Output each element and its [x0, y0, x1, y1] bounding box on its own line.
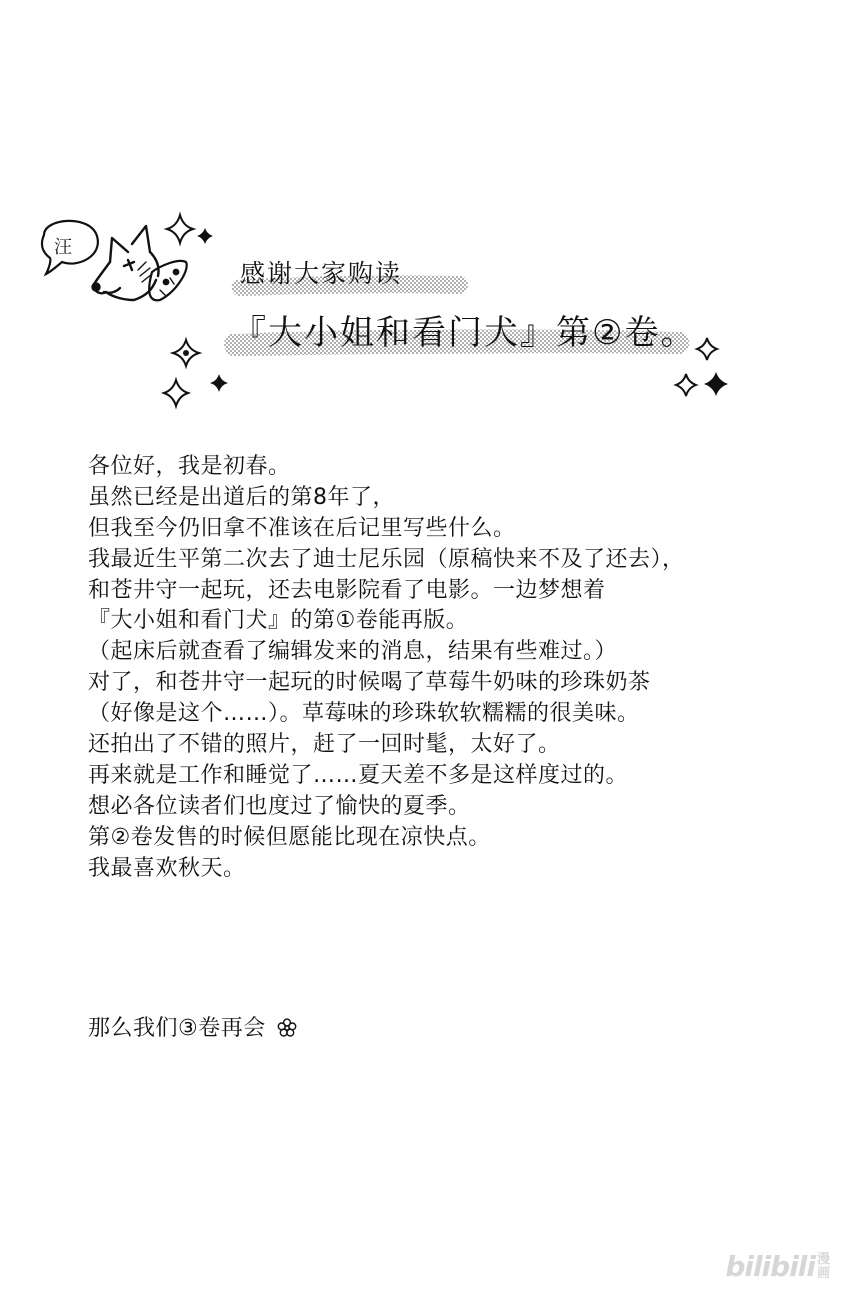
title-line-2: 『大小姐和看门犬』第②卷。 [232, 313, 697, 353]
sparkle-icon [173, 340, 199, 366]
body-line: 各位好，我是初春。 [88, 454, 291, 479]
sparkle-icon [210, 374, 228, 392]
watermark-brand: bilibili [725, 1250, 815, 1283]
body-line: 第②卷发售的时候但愿能比现在凉快点。 [88, 824, 491, 850]
sparkle-icon [197, 228, 213, 244]
body-line: （起床后就查看了编辑发来的消息，结果有些难过。） [88, 639, 618, 665]
body-line: 对了，和苍井守一起玩的时候喝了草莓牛奶味的珍珠奶茶 [88, 670, 651, 696]
body-line: （好像是这个……）。草莓味的珍珠软软糯糯的很美味。 [88, 701, 640, 727]
body-line: 但我至今仍旧拿不准该在后记里写些什么。 [88, 515, 516, 541]
bilibili-watermark [725, 1250, 830, 1283]
body-line: 『大小姐和看门犬』的第①卷能再版。 [88, 608, 469, 634]
closing-line [88, 1013, 297, 1044]
afterword-body [88, 452, 808, 884]
closing-text: 那么我们③卷再会 [88, 1016, 266, 1041]
body-line: 想必各位读者们也度过了愉快的夏季。 [88, 793, 471, 819]
sparkle-icon [167, 215, 193, 243]
watermark-sub [817, 1253, 830, 1281]
watermark-sub-top: 漫 [816, 1251, 830, 1267]
body-line: 还拍出了不错的照片，赶了一回时髦，太好了。 [88, 732, 561, 758]
body-line: 再来就是工作和睡觉了……夏天差不多是这样度过的。 [88, 762, 629, 788]
sparkle-icon [697, 338, 717, 360]
dog-mascot-icon [93, 226, 187, 300]
sparkle-icon [704, 372, 728, 396]
title-line-1: 感谢大家购读 [240, 259, 403, 288]
sparkle-icon [676, 374, 696, 396]
header-decoration [0, 0, 850, 420]
flower-icon [277, 1013, 297, 1043]
body-line: 虽然已经是出道后的第8年了， [88, 484, 395, 510]
watermark-sub-bottom: 画 [816, 1265, 830, 1281]
sparkle-icon [164, 380, 188, 406]
bubble-text: 汪 [54, 237, 72, 258]
body-line: 和苍井守一起玩，还去电影院看了电影。一边梦想着 [88, 577, 606, 603]
body-line: 我最喜欢秋天。 [88, 855, 246, 881]
body-line: 我最近生平第二次去了迪士尼乐园（原稿快来不及了还去）， [88, 546, 685, 572]
